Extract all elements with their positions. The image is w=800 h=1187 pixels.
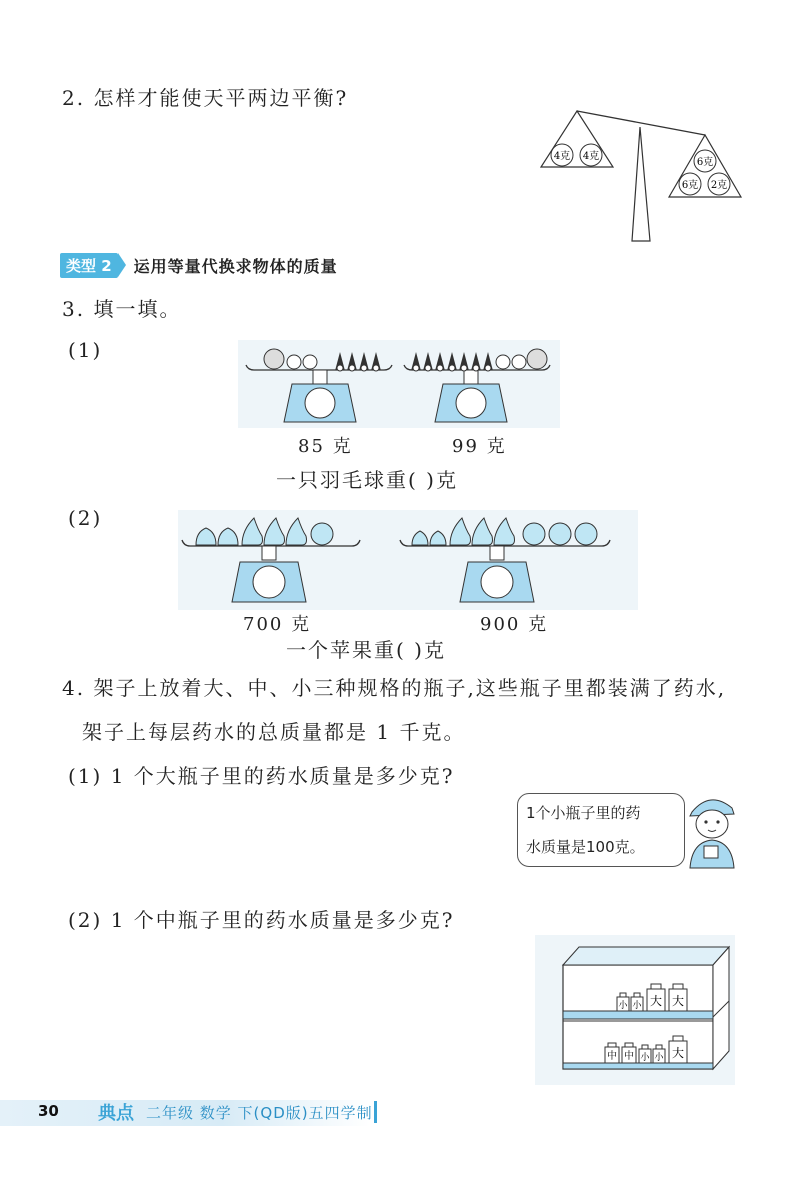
svg-text:小: 小 [640, 1053, 650, 1063]
left-weight-2 [580, 144, 602, 166]
svg-text:4克: 4克 [553, 151, 571, 162]
speech-bubble [517, 793, 685, 867]
svg-text:小: 小 [654, 1053, 664, 1063]
balance-stand [632, 127, 650, 241]
svg-text:4克: 4克 [582, 151, 600, 162]
ball-small [287, 355, 301, 369]
scale-1 [244, 349, 392, 428]
scale-4-reading: 900 克 [480, 614, 549, 635]
question-4-line-1: 4. 架子上放着大、中、小三种规格的瓶子,这些瓶子里都装满了药水, [62, 676, 727, 700]
type-section-header [60, 253, 338, 277]
type-badge: 类型 2 [60, 253, 118, 278]
type-title: 运用等量代换求物体的质量 [133, 256, 338, 276]
boy-avatar [682, 790, 740, 870]
ball-small [303, 355, 317, 369]
scale-1-reading: 85 克 [298, 436, 353, 457]
question-3-part-2-blank: 一个苹果重( )克 [286, 638, 446, 662]
svg-text:大: 大 [671, 1046, 685, 1060]
right-weight-top [694, 150, 716, 172]
right-weight-bottom-left [679, 173, 701, 195]
question-3-part-2-label: (2) [68, 506, 103, 530]
scales-figure-1 [238, 340, 560, 428]
question-3: 3. 填一填。 [62, 297, 182, 321]
shelf-diagram [535, 935, 735, 1085]
question-4-part-1: (1) 1 个大瓶子里的药水质量是多少克? [68, 764, 455, 788]
left-weight-1 [551, 144, 573, 166]
footer-separator [374, 1101, 377, 1123]
scale-2-reading: 99 克 [452, 436, 507, 457]
scales-figure-2 [178, 510, 638, 610]
svg-text:中: 中 [624, 1051, 634, 1062]
balance-diagram [535, 105, 745, 245]
question-4-part-2: (2) 1 个中瓶子里的药水质量是多少克? [68, 908, 455, 932]
chevron-right-icon [118, 253, 126, 277]
scale-3 [182, 518, 360, 602]
ball-large [264, 349, 284, 369]
balance-beam [577, 111, 705, 135]
brand-logo: 典点 [98, 1103, 134, 1124]
footer-title: 二年级 数学 下(QD版)五四学制 [146, 1104, 373, 1122]
question-3-part-1-blank: 一只羽毛球重( )克 [276, 468, 458, 492]
page-number: 30 [38, 1102, 59, 1120]
scale-3-reading: 700 克 [243, 614, 312, 635]
svg-text:大: 大 [671, 994, 685, 1008]
svg-text:6克: 6克 [696, 157, 714, 168]
right-weight-bottom-right [708, 173, 730, 195]
bubble-line-2: 水质量是100克。 [526, 838, 645, 856]
svg-text:小: 小 [618, 1001, 628, 1011]
scale-2 [404, 349, 550, 422]
svg-text:2克: 2克 [710, 180, 728, 191]
question-4-line-2: 架子上每层药水的总质量都是 1 千克。 [82, 720, 466, 744]
svg-text:中: 中 [607, 1051, 617, 1062]
svg-text:6克: 6克 [681, 180, 699, 191]
question-2: 2. 怎样才能使天平两边平衡? [62, 86, 349, 110]
question-3-part-1-label: (1) [68, 338, 103, 362]
svg-text:大: 大 [649, 994, 663, 1008]
svg-text:小: 小 [632, 1001, 642, 1011]
bubble-line-1: 1个小瓶子里的药 [526, 804, 641, 822]
scale-4 [400, 518, 610, 602]
